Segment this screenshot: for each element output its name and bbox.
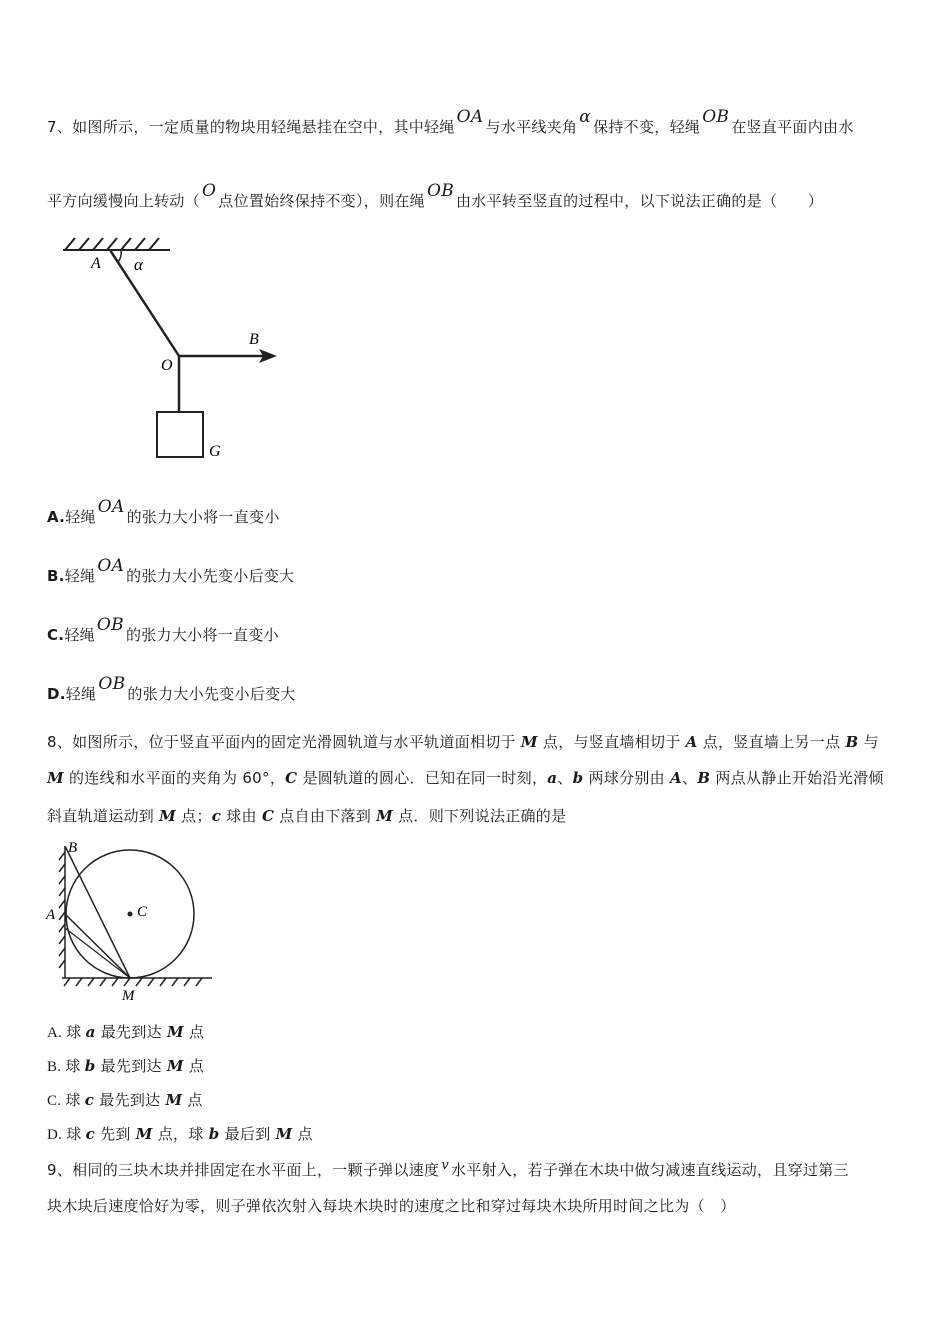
option-text: 先到 (95, 1125, 136, 1143)
q7-option-a[interactable] (47, 497, 280, 527)
var: M (159, 807, 177, 825)
math-var: OB (96, 615, 124, 635)
q8-text: 点自由下落到 (274, 807, 377, 825)
q8-option-a[interactable] (47, 1021, 204, 1042)
wall-hatch (59, 846, 65, 978)
var: a (85, 1023, 96, 1041)
option-text: 的张力大小将一直变小 (125, 626, 279, 644)
q7-stem-line-2 (47, 181, 824, 211)
q8-stem-line-2 (47, 767, 884, 788)
option-text: 的张力大小先变小后变大 (127, 685, 296, 703)
var: M (376, 807, 394, 825)
fig7-label-g: G (209, 443, 221, 460)
var: A (685, 733, 698, 751)
fig8-label-c: C (137, 904, 148, 920)
rope-oa (110, 250, 179, 356)
option-text: 最先到达 (94, 1091, 166, 1109)
floor-hatch (62, 978, 212, 986)
option-letter: C. (47, 626, 65, 644)
q8-text: 、 (557, 769, 573, 787)
option-letter: B. (47, 567, 65, 585)
math-var: v (441, 1158, 450, 1173)
q8-text: 点，与竖直墙相切于 (537, 733, 686, 751)
q7-option-c[interactable] (47, 615, 279, 645)
var: C (285, 769, 298, 787)
fig7-label-a: A (91, 255, 101, 272)
option-text: 轻绳 (65, 685, 97, 703)
ceiling-hatch (63, 238, 170, 250)
q7-text: 在竖直平面内由水 (731, 118, 854, 136)
var: B (845, 733, 859, 751)
q7-text: 与水平线夹角 (485, 118, 578, 136)
option-letter: A. (47, 508, 66, 526)
q8-stem-line-1 (47, 731, 879, 752)
q9-stem-line-2 (47, 1195, 736, 1216)
fig8-label-a: A (46, 907, 56, 923)
option-text: B. 球 (47, 1059, 85, 1075)
q8-text: 8、如图所示，位于竖直平面内的固定光滑圆轨道与水平轨道面相切于 (47, 733, 521, 751)
math-var: OB (426, 181, 454, 201)
q8-stem-line-3 (47, 805, 566, 826)
option-text: 点 (292, 1125, 313, 1143)
option-text: 轻绳 (64, 567, 96, 585)
q7-option-b[interactable] (47, 556, 295, 586)
q7-text: 平方向缓慢向上转动（ (47, 192, 201, 210)
var: B (697, 769, 711, 787)
weight-block (157, 412, 203, 457)
math-var: O (202, 181, 217, 201)
math-var: α (579, 107, 592, 127)
fig7-label-o: O (161, 357, 173, 374)
option-letter: D. (47, 685, 66, 703)
q8-text: 的连线和水平面的夹角为 60°， (63, 769, 286, 787)
q9-text: 块木块后速度恰好为零，则子弹依次射入每块木块时的速度之比和穿过每块木块所用时间之比为（ ） (47, 1197, 736, 1215)
q8-text: 斜直轨道运动到 (47, 807, 160, 825)
math-var: OB (702, 107, 730, 127)
option-text: C. 球 (47, 1093, 85, 1109)
math-var: OA (456, 107, 484, 127)
option-text: 轻绳 (64, 626, 95, 644)
q7-text: 点位置始终保持不变），则在绳 (218, 192, 425, 210)
q8-option-d[interactable] (47, 1123, 313, 1144)
q9-text: 9、相同的三块木块并排固定在水平面上，一颗子弹以速度 (47, 1161, 440, 1179)
var: c (85, 1125, 96, 1143)
q8-text: 点，竖直墙上另一点 (697, 733, 846, 751)
option-text: 最后到 (219, 1125, 276, 1143)
option-text: 的张力大小先变小后变大 (126, 567, 295, 585)
q9-text: 水平射入，若子弹在木块中做匀减速直线运动，且穿过第三 (451, 1161, 849, 1179)
var: b (84, 1057, 96, 1075)
var: M (166, 1057, 184, 1075)
option-text: 最先到达 (95, 1023, 167, 1041)
q8-text: 两球分别由 (583, 769, 671, 787)
q7-text: 由水平转至竖直的过程中，以下说法正确的是（ ） (456, 192, 824, 210)
var: c (211, 807, 222, 825)
q7-stem-line-1 (47, 107, 854, 137)
var: M (275, 1125, 293, 1143)
fig8-label-m: M (122, 988, 135, 1004)
q8-text: 、 (682, 769, 698, 787)
var: M (166, 1023, 184, 1041)
option-text: A. 球 (47, 1025, 86, 1041)
var: A (670, 769, 682, 787)
angle-arc (117, 251, 121, 263)
q7-text: 7、如图所示，一定质量的物块用轻绳悬挂在空中，其中轻绳 (47, 118, 455, 136)
q7-option-d[interactable] (47, 674, 296, 704)
q8-figure (40, 834, 220, 1004)
math-var: OB (98, 674, 126, 694)
option-text: 点，球 (152, 1125, 209, 1143)
var: M (165, 1091, 183, 1109)
track-bm (65, 846, 130, 978)
math-var: OA (97, 556, 125, 576)
var: a (547, 769, 558, 787)
q8-text: 点； (176, 807, 212, 825)
option-text: 点 (183, 1023, 205, 1041)
q8-text: 球由 (221, 807, 262, 825)
q8-text: 两点从静止开始沿光滑倾 (710, 769, 884, 787)
var: c (84, 1091, 95, 1109)
q8-option-c[interactable] (47, 1089, 203, 1110)
q9-stem-line-1 (47, 1159, 849, 1180)
option-text: 轻绳 (65, 508, 96, 526)
option-text: 的张力大小将一直变小 (126, 508, 280, 526)
option-text: D. 球 (47, 1127, 86, 1143)
var: M (47, 769, 64, 787)
var: M (135, 1125, 153, 1143)
var: M (520, 733, 538, 751)
track-am-2 (65, 928, 130, 978)
q8-text: 与 (858, 733, 879, 751)
q7-figure (55, 230, 285, 470)
q8-text: 点．则下列说法正确的是 (393, 807, 567, 825)
var: b (572, 769, 584, 787)
option-text: 最先到达 (95, 1057, 167, 1075)
q8-text: 是圆轨道的圆心．已知在同一时刻， (297, 769, 548, 787)
var: C (261, 807, 275, 825)
fig7-label-alpha: α (134, 255, 143, 274)
option-text: 点 (182, 1091, 203, 1109)
fig8-label-b: B (68, 840, 78, 856)
center-point (128, 912, 133, 917)
q8-option-b[interactable] (47, 1055, 204, 1076)
q7-text: 保持不变，轻绳 (593, 118, 701, 136)
fig7-label-b: B (249, 331, 259, 348)
option-text: 点 (183, 1057, 205, 1075)
math-var: OA (97, 497, 125, 517)
var: b (208, 1125, 220, 1143)
